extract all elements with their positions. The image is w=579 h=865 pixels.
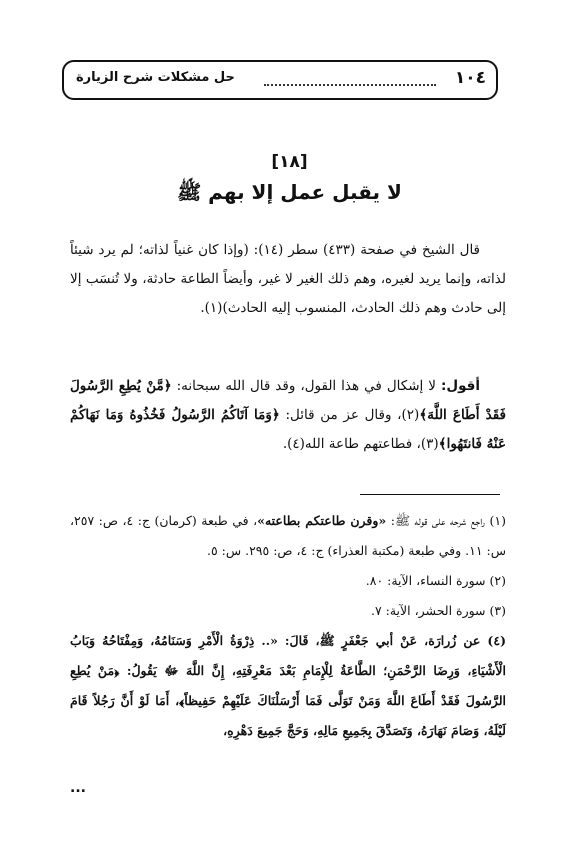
- footnote-2: (٢) سورة النساء، الآية: ٨٠.: [365, 573, 506, 588]
- quran-verse: ﴿مَّنْ يُطِعِ الرَّسُولَ فَقَدْ أَطَاعَ اللَّهَ﴾: [70, 378, 506, 423]
- page-number: ١٠٤: [454, 68, 486, 88]
- continuation-mark: ...: [70, 780, 86, 796]
- footnote-4: (٤) عن زُرارَة، عَنْ أبي جَعْفَرٍ ﷺ، قَالَ: «.. ذِرْوَةُ الْأَمْرِ وَسَنَامُهُ، وَمِفْتَاحُهُ وَبَابُ الْأَشْيَاءِ، وَرِضَا الرَّحْمَنِ؛ الطَّاعَةُ لِلْإِمَامِ بَعْدَ مَعْرِفَتِهِ، إِنَّ اللَّهَ ﷻ يَقُولُ: ﴿مَنْ يُطِعِ الرَّسُولَ فَقَدْ أَطَاعَ اللَّهَ وَمَنْ تَوَلَّى فَمَا أَرْسَلْنَاكَ عَلَيْهِمْ حَفِيظاً﴾، أَمَا لَوْ أَنَّ رَجُلاً قَامَ لَيْلَهُ، وَصَامَ نَهَارَهُ، وَتَصَدَّقَ بِجَمِيعِ مَالِهِ، وَحَجَّ جَمِيعَ دَهْرِهِ،: [70, 633, 506, 738]
- paragraph-commentary: [70, 372, 506, 459]
- running-title: حل مشكلات شرح الزيارة: [76, 70, 235, 85]
- quran-verse: ﴿وَمَا آتَاكُمُ الرَّسُولُ فَخُذُوهُ وَمَا نَهَاكُمْ عَنْهُ فَانتَهُوا﴾: [70, 407, 506, 452]
- commentary-lead: أقول:: [440, 378, 480, 394]
- header-dot-leader: [264, 84, 436, 86]
- running-header: [62, 60, 498, 100]
- footnote-quote: «وقرن طاعتكم بطاعته»: [257, 513, 387, 528]
- section-title: لا يقبل عمل إلا بهم ﷺ: [177, 180, 402, 204]
- footnote-text: (١) راجع شرحه على قوله ﷺ:: [386, 513, 506, 528]
- paragraph-quote: قال الشيخ في صفحة (٤٣٣) سطر (١٤): (وإذا كان غنياً لذاته؛ لم يرد شيئاً لذاته، وإنما يريد لغيره، وهم ذلك الغير لا غير، وأيضاً الطاعة حادثة، ولا تُنسَب إلا إلى حادث وهم ذلك الحادث، المنسوب إليه الحادث)(١).: [70, 242, 506, 316]
- footnote-text: ، في طبعة (كرمان) ج: ٤، ص: ٢٥٧، س: ١١. وفي طبعة (مكتبة العذراء) ج: ٤، ص: ٢٩٥. س: ٥.: [70, 513, 506, 558]
- commentary-text: لا إشكال في هذا القول، وقد قال الله سبحانه:: [171, 378, 441, 394]
- commentary-text: (٣)، فطاعتهم طاعة الله(٤).: [282, 436, 439, 452]
- section-number: [١٨]: [271, 152, 308, 172]
- footnote-3: (٣) سورة الحشر، الآية: ٧.: [370, 603, 506, 618]
- footnotes: [70, 506, 506, 746]
- footnote-1: [70, 506, 506, 566]
- footnote-separator: [360, 494, 500, 495]
- commentary-text: (٢)، وقال عز من قائل:: [279, 407, 420, 423]
